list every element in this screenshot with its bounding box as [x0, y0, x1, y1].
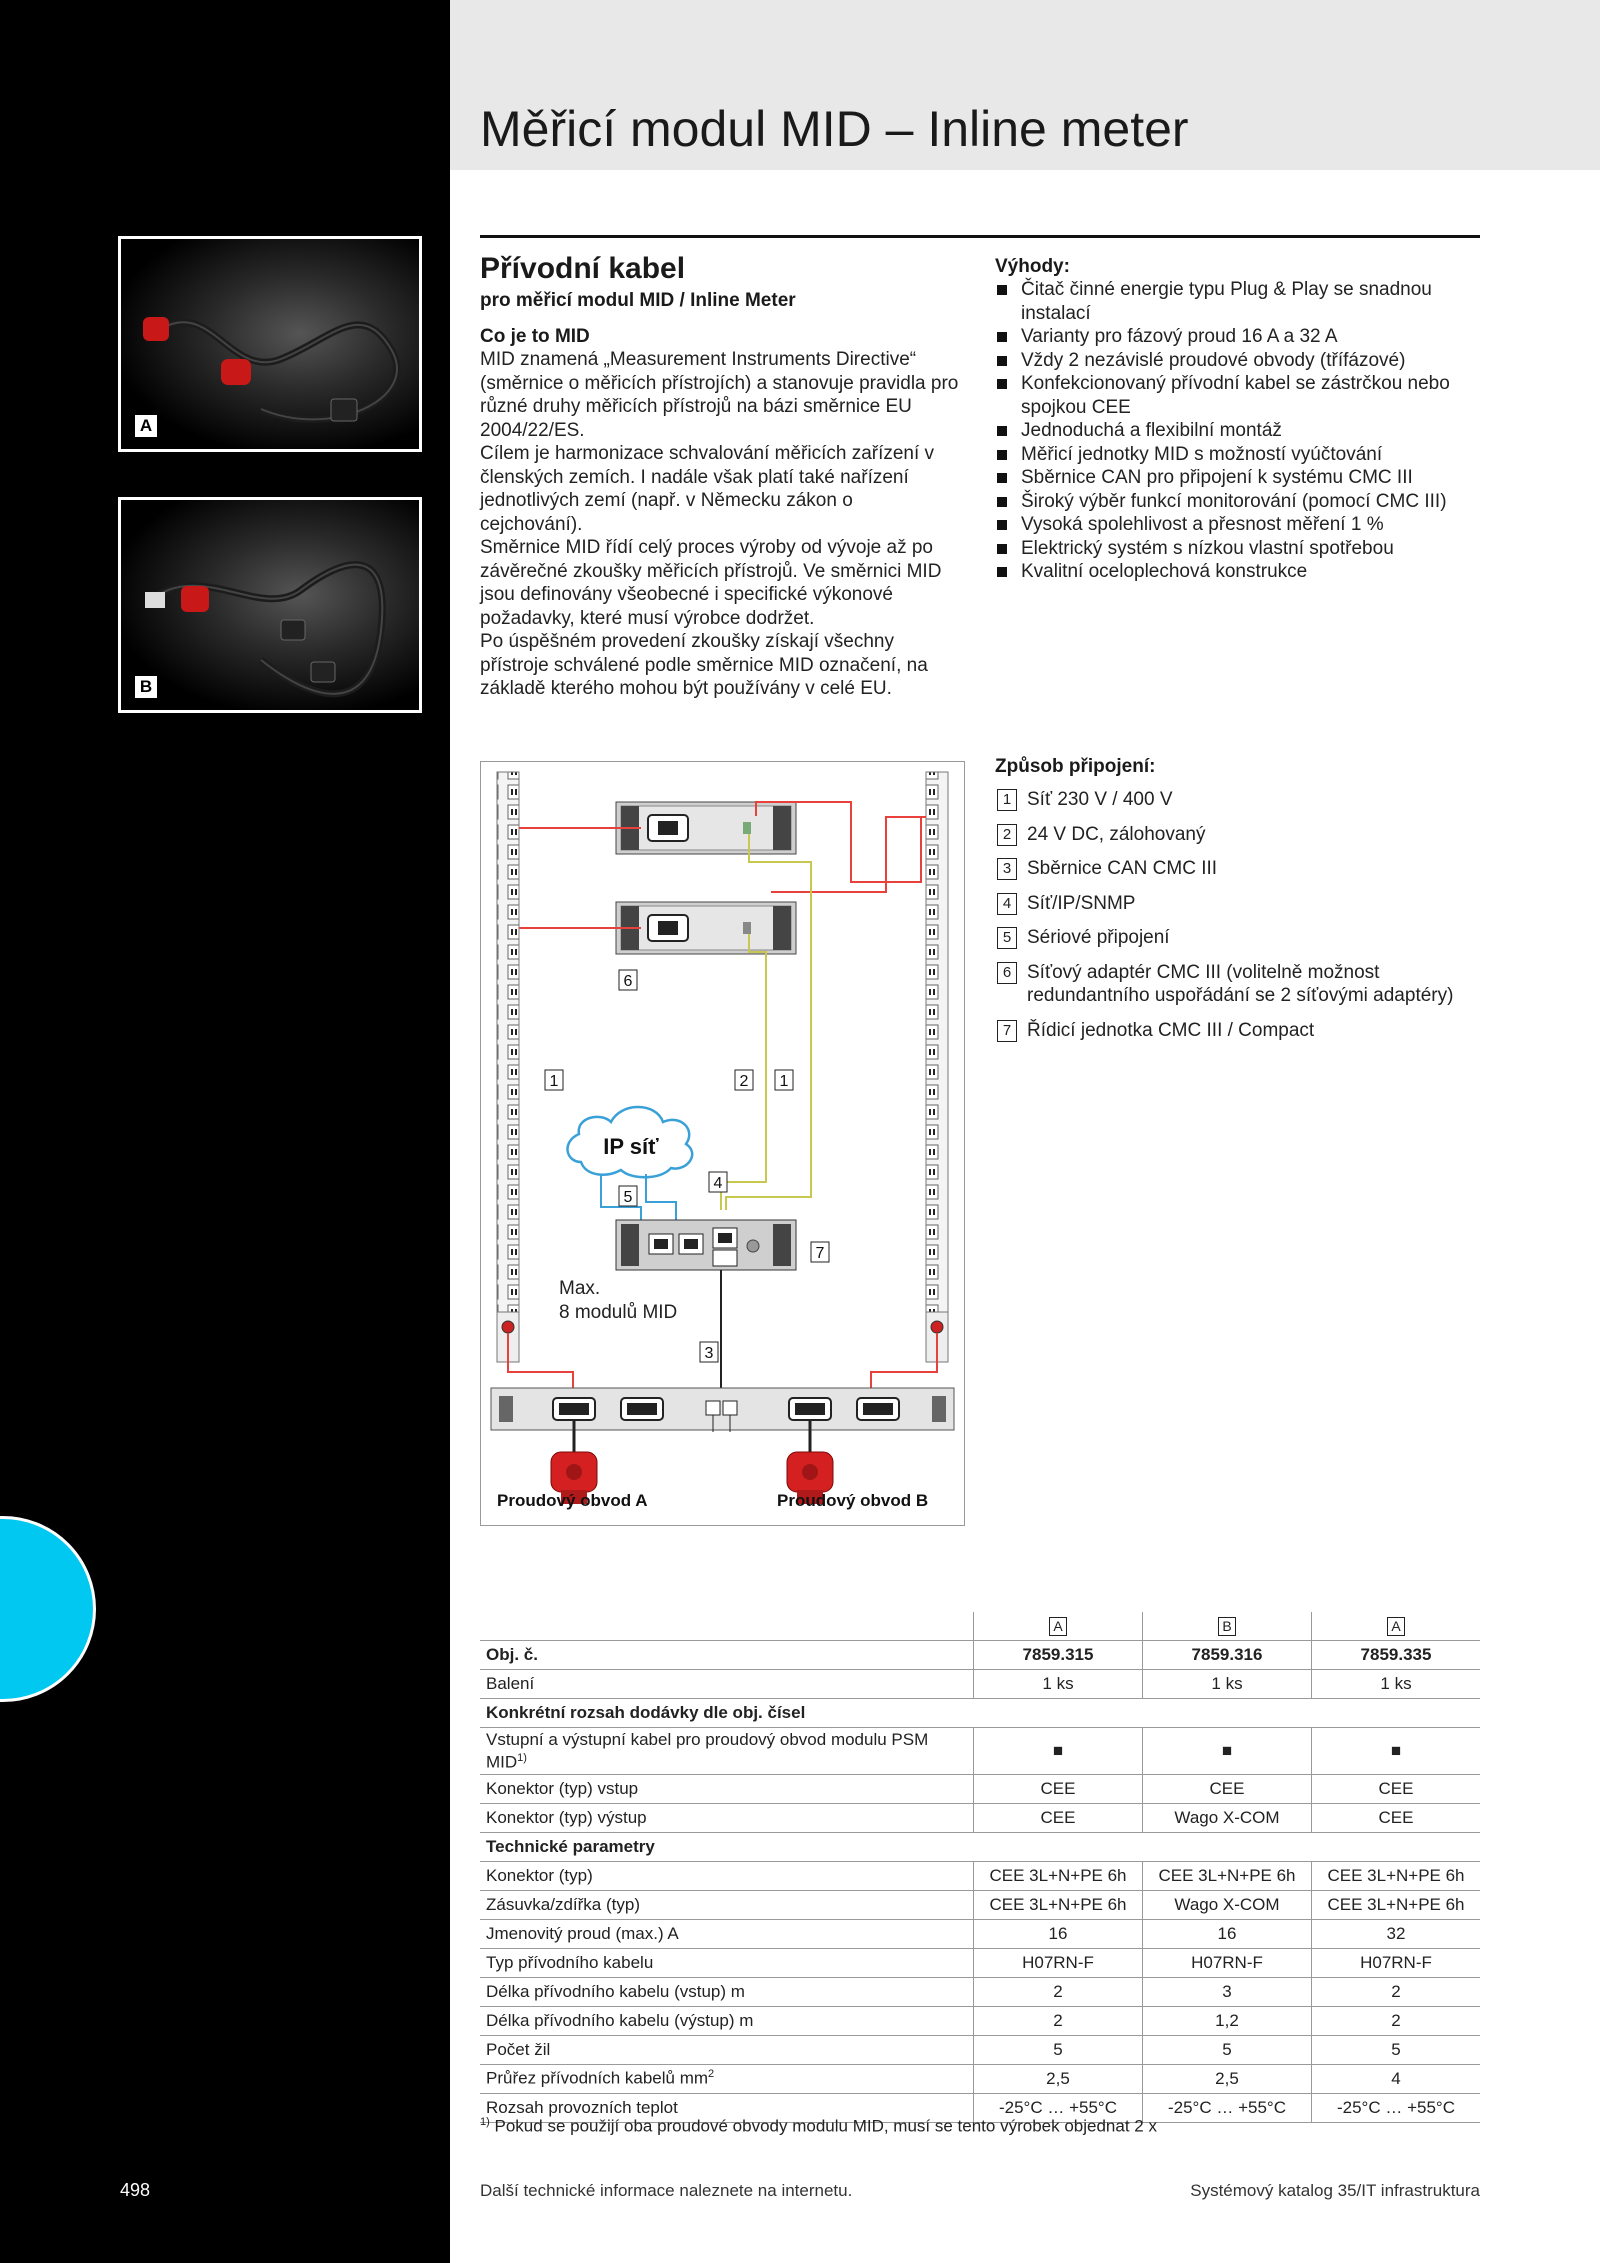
- legend-text: Řídicí jednotka CMC III / Compact: [1027, 1019, 1315, 1041]
- row-label: Zásuvka/zdířka (typ): [480, 1890, 974, 1919]
- paragraph: MID znamená „Measurement Instruments Directive“ (směrnice o měřicích přístrojích) a stanovuje pravidla pro různé druhy měřicích přístrojů na bázi směrnice EU 2004/22/ES.: [480, 349, 959, 441]
- callout-7: 7: [815, 1245, 825, 1262]
- cell: CEE 3L+N+PE 6h: [974, 1861, 1143, 1890]
- cell: 16: [1143, 1919, 1312, 1948]
- cell: CEE: [1312, 1803, 1481, 1832]
- cell: CEE: [1143, 1774, 1312, 1803]
- product-photo-b: [118, 497, 422, 713]
- table-row: [480, 1890, 1480, 1919]
- circuit-a-label: Proudový obvod A: [497, 1491, 648, 1510]
- legend-number: 6: [997, 962, 1017, 984]
- page-number: 498: [120, 2180, 151, 2200]
- cell: 5: [974, 2035, 1143, 2064]
- table-row: [480, 1861, 1480, 1890]
- list-item: Měřicí jednotky MID s možností vyúčtování: [995, 443, 1485, 467]
- cell: ■: [974, 1728, 1143, 1775]
- footnote-mark: 1): [517, 1752, 527, 1764]
- list-item: Čitač činné energie typu Plug & Play se snadnou instalací: [995, 278, 1485, 325]
- cell: Wago X-COM: [1143, 1803, 1312, 1832]
- legend-text: Síť/IP/SNMP: [1027, 892, 1136, 914]
- table-row: [480, 1919, 1480, 1948]
- product-description: [480, 252, 960, 701]
- legend-number: 4: [997, 893, 1017, 915]
- cell: ■: [1312, 1728, 1481, 1775]
- cell: H07RN-F: [974, 1948, 1143, 1977]
- legend-text: Sběrnice CAN CMC III: [1027, 858, 1218, 879]
- callout-4: 4: [713, 1175, 723, 1192]
- spec-table: [480, 1612, 1480, 2123]
- callout-1-right: 1: [779, 1073, 789, 1090]
- page-title: Měřicí modul MID – Inline meter: [480, 101, 1189, 157]
- cable-a-illustration: [121, 239, 419, 449]
- row-label: Obj. č.: [480, 1641, 974, 1670]
- legend-item: [995, 823, 1485, 847]
- row-label: Balení: [480, 1670, 974, 1699]
- list-item: Varianty pro fázový proud 16 A a 32 A: [995, 325, 1485, 349]
- order-number: 7859.335: [1312, 1641, 1481, 1670]
- paragraph: Po úspěšném provedení zkoušky získají všechny přístroje schválené podle směrnice MID označení, na základě kterého mohou být používány v celé EU.: [480, 631, 928, 699]
- cable-b-illustration: [121, 500, 419, 710]
- cell: -25°C … +55°C: [1312, 2093, 1481, 2122]
- callout-5: 5: [623, 1189, 633, 1206]
- photo-tag: B: [135, 676, 157, 698]
- row-label: Jmenovitý proud (max.) A: [480, 1919, 974, 1948]
- legend-item: [995, 892, 1485, 916]
- variant-letter: B: [1218, 1617, 1236, 1636]
- footer-right: Systémový katalog 35/IT infrastruktura: [1190, 2181, 1480, 2200]
- mid-module-2: [616, 902, 796, 954]
- paragraph: Cílem je harmonizace schvalování měřicích zařízení v členských zemích. I nadále však platí také nařízení jednotlivých zemí (např. v Německu zákon o cejchování).: [480, 443, 935, 535]
- list-item: Vždy 2 nezávislé proudové obvody (třífázové): [995, 349, 1485, 373]
- variant-letter: A: [1387, 1617, 1405, 1636]
- list-item: Konfekcionovaný přívodní kabel se zástrčkou nebo spojkou CEE: [995, 372, 1485, 419]
- cell: -25°C … +55°C: [1143, 2093, 1312, 2122]
- cell: 1 ks: [974, 1670, 1143, 1699]
- cell: 2: [974, 2006, 1143, 2035]
- callout-6: 6: [623, 973, 633, 990]
- advantages-list: [995, 278, 1485, 584]
- cell: 2,5: [1143, 2064, 1312, 2093]
- pdu-strip-right: [926, 772, 948, 1362]
- ip-network-label: IP síť: [603, 1134, 659, 1159]
- row-label: Vstupní a výstupní kabel pro proudový obvod modulu PSM MID: [486, 1730, 929, 1772]
- legend-text: Síťový adaptér CMC III (volitelně možnost redundantního uspořádání se 2 síťovými adaptéry): [1027, 961, 1454, 1006]
- title-rule: [480, 235, 1480, 238]
- table-row: [480, 1728, 1480, 1775]
- advantages-heading: Výhody:: [995, 256, 1070, 277]
- row-label: Počet žil: [480, 2035, 974, 2064]
- cell: CEE: [974, 1803, 1143, 1832]
- row-label: Délka přívodního kabelu (vstup) m: [480, 1977, 974, 2006]
- legend-text: Síť 230 V / 400 V: [1027, 789, 1173, 810]
- legend-number: 3: [997, 858, 1017, 880]
- section-label: Konkrétní rozsah dodávky dle obj. čísel: [480, 1699, 1480, 1728]
- table-row: [480, 1670, 1480, 1699]
- cell: Wago X-COM: [1143, 1890, 1312, 1919]
- legend-item: [995, 857, 1485, 881]
- legend-number: 2: [997, 824, 1017, 846]
- cmc-controller: [616, 1220, 796, 1270]
- callout-1-left: 1: [549, 1073, 559, 1090]
- product-photo-a: [118, 236, 422, 452]
- table-row: [480, 1948, 1480, 1977]
- ip-cloud: [567, 1107, 692, 1177]
- list-item: Sběrnice CAN pro připojení k systému CMC III: [995, 466, 1485, 490]
- table-row: [480, 2006, 1480, 2035]
- cell: 5: [1143, 2035, 1312, 2064]
- legend-item: [995, 961, 1485, 1008]
- cell: CEE: [1312, 1774, 1481, 1803]
- section-heading: Co je to MID: [480, 326, 590, 347]
- cell: 1 ks: [1312, 1670, 1481, 1699]
- photo-tag: A: [135, 415, 157, 437]
- cell: H07RN-F: [1143, 1948, 1312, 1977]
- table-footnote: [480, 2116, 1157, 2137]
- legend-text: Sériové připojení: [1027, 927, 1170, 948]
- row-label: Délka přívodního kabelu (výstup) m: [480, 2006, 974, 2035]
- circuit-b-label: Proudový obvod B: [777, 1491, 929, 1510]
- cell: CEE: [974, 1774, 1143, 1803]
- cell: -25°C … +55°C: [974, 2093, 1143, 2122]
- table-row: [480, 1612, 1480, 1641]
- table-section-row: [480, 1699, 1480, 1728]
- cell: CEE 3L+N+PE 6h: [974, 1890, 1143, 1919]
- legend-number: 1: [997, 789, 1017, 811]
- cell: 2,5: [974, 2064, 1143, 2093]
- pdu-strip-left: [497, 772, 519, 1362]
- cell: H07RN-F: [1312, 1948, 1481, 1977]
- footnote-mark: 1): [480, 2116, 490, 2128]
- row-label: Konektor (typ): [480, 1861, 974, 1890]
- diagram-svg: [481, 762, 964, 1525]
- list-item: Jednoduchá a flexibilní montáž: [995, 419, 1485, 443]
- callout-2: 2: [739, 1073, 749, 1090]
- list-item: Elektrický systém s nízkou vlastní spotřebou: [995, 537, 1485, 561]
- cell: 2: [974, 1977, 1143, 2006]
- legend-item: [995, 788, 1485, 812]
- product-title: Přívodní kabel: [480, 252, 686, 285]
- cell: 1 ks: [1143, 1670, 1312, 1699]
- legend-item: [995, 926, 1485, 950]
- row-label: Typ přívodního kabelu: [480, 1948, 974, 1977]
- variant-letter: A: [1049, 1617, 1067, 1636]
- cell: ■: [1143, 1728, 1312, 1775]
- table-row: [480, 2064, 1480, 2093]
- cell: 3: [1143, 1977, 1312, 2006]
- cell: CEE 3L+N+PE 6h: [1312, 1890, 1481, 1919]
- list-item: Široký výběr funkcí monitorování (pomocí CMC III): [995, 490, 1485, 514]
- mid-module-1: [616, 802, 796, 854]
- paragraph: Směrnice MID řídí celý proces výroby od vývoje až po závěrečné zkoušky měřicích přístrojů. Ve směrnici MID jsou definovány všeobecné i specifické výkonové požadavky, které musí výrobce dodržet.: [480, 537, 942, 629]
- cell: 32: [1312, 1919, 1481, 1948]
- list-item: Vysoká spolehlivost a přesnost měření 1 %: [995, 513, 1485, 537]
- cell: CEE 3L+N+PE 6h: [1143, 1861, 1312, 1890]
- callout-3: 3: [704, 1345, 714, 1362]
- legend-number: 7: [997, 1020, 1017, 1042]
- row-label: Konektor (typ) vstup: [480, 1774, 974, 1803]
- cell: CEE 3L+N+PE 6h: [1312, 1861, 1481, 1890]
- cell: 1,2: [1143, 2006, 1312, 2035]
- advantages: [995, 256, 1485, 584]
- row-label: Konektor (typ) výstup: [480, 1803, 974, 1832]
- footer-left: Další technické informace naleznete na internetu.: [480, 2181, 853, 2200]
- connection-legend: [995, 756, 1485, 1053]
- legend-item: [995, 1019, 1485, 1043]
- cell: 5: [1312, 2035, 1481, 2064]
- connection-diagram: [480, 761, 965, 1526]
- dc-wires: [721, 834, 811, 1210]
- table-section-row: [480, 1832, 1480, 1861]
- table-row: [480, 1774, 1480, 1803]
- cell: 2: [1312, 2006, 1481, 2035]
- mid-meter-bar: [491, 1388, 954, 1432]
- row-label: Průřez přívodních kabelů mm: [486, 2068, 709, 2088]
- table-row: [480, 2035, 1480, 2064]
- table-row: [480, 1977, 1480, 2006]
- cell: 2: [1312, 1977, 1481, 2006]
- legend-number: 5: [997, 927, 1017, 949]
- table-row: [480, 1803, 1480, 1832]
- footnote-text: Pokud se použijí oba proudové obvody modulu MID, musí se tento výrobek objednat 2 x: [494, 2116, 1157, 2136]
- row-label: Rozsah provozních teplot: [480, 2093, 974, 2122]
- order-number: 7859.315: [974, 1641, 1143, 1670]
- legend-text: 24 V DC, zálohovaný: [1027, 823, 1206, 845]
- order-number: 7859.316: [1143, 1641, 1312, 1670]
- table-row: [480, 1641, 1480, 1670]
- max-label-1: Max.: [559, 1278, 601, 1299]
- connection-heading: Způsob připojení:: [995, 756, 1156, 777]
- cell: 4: [1312, 2064, 1481, 2093]
- section-label: Technické parametry: [480, 1832, 1480, 1861]
- superscript: 2: [708, 2068, 715, 2081]
- list-item: Kvalitní oceloplechová konstrukce: [995, 560, 1485, 584]
- product-subtitle: pro měřicí modul MID / Inline Meter: [480, 290, 796, 311]
- max-label-2: 8 modulů MID: [559, 1302, 678, 1323]
- cell: 16: [974, 1919, 1143, 1948]
